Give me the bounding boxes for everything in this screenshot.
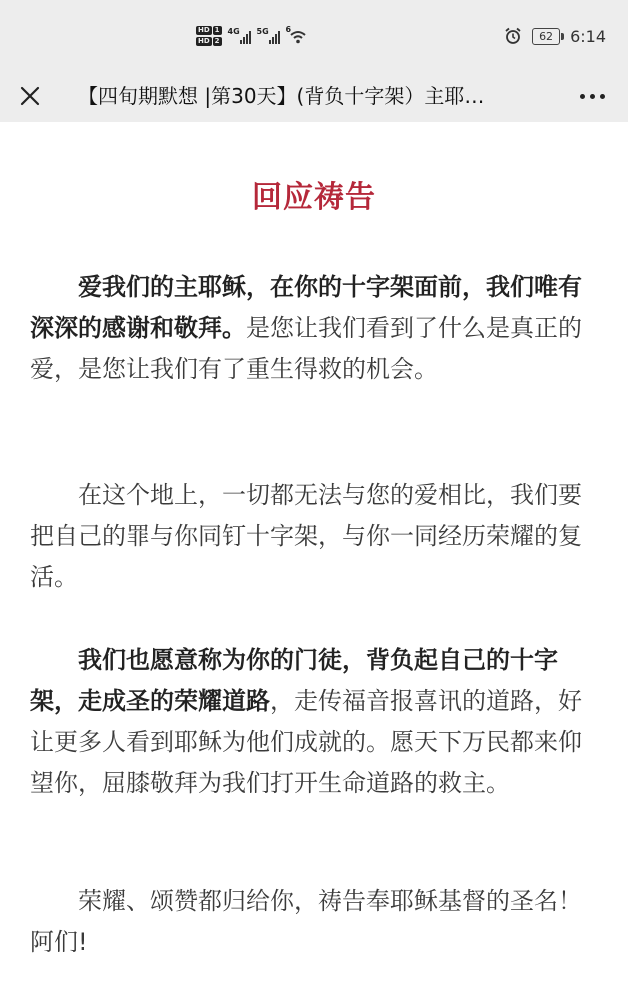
signal2-generation: 5G — [256, 27, 269, 36]
paragraph-4 — [30, 881, 600, 963]
more-icon — [580, 94, 585, 99]
paragraph-3 — [30, 640, 600, 804]
paragraph-2-text: 在这个地上，一切都无法与您的爱相比，我们要把自己的罪与你同钉十字架，与你一同经历荣耀的复活。 — [30, 481, 582, 591]
page-title: 【四旬期默想 |第30天】(背负十字架）主耶… — [78, 84, 485, 108]
sim1-badge — [196, 26, 222, 35]
signal-icon — [257, 28, 280, 44]
paragraph-4-text: 荣耀、颂赞都归给你，祷告奉耶稣基督的圣名！阿们! — [30, 887, 582, 956]
top-bar — [0, 0, 628, 122]
sim-indicators — [196, 26, 222, 46]
signal1-generation: 4G — [227, 27, 240, 36]
clock: 6:14 — [570, 26, 606, 46]
paragraph-3-bold: 我们也愿意称为你的门徒，背负起自己的十字架，走成圣的荣耀道路 — [30, 646, 558, 715]
sim2-number: 2 — [214, 37, 220, 45]
wifi-generation: 6 — [285, 25, 292, 34]
paragraph-3-text: ，走传福音报喜讯的道路，好让更多人看到耶稣为他们成就的。愿天下万民都来仰望你，屈膝敬拜为我们打开生命道路的救主。 — [30, 687, 582, 797]
paragraph-1-bold: 爱我们的主耶稣，在你的十字架面前，我们唯有深深的感谢和敬拜。 — [30, 273, 582, 342]
sim1-hd-label: HD — [198, 26, 210, 34]
nav-bar — [0, 70, 628, 122]
paragraph-2 — [30, 475, 600, 598]
more-icon — [590, 94, 595, 99]
sim2-hd-label: HD — [198, 37, 210, 45]
close-button[interactable] — [12, 78, 48, 114]
paragraph-1 — [30, 267, 600, 390]
signal-icon — [228, 28, 251, 44]
sim2-badge — [196, 37, 222, 46]
battery-level: 62 — [539, 29, 554, 43]
article-heading: 回应祷告 — [252, 180, 376, 215]
alarm-icon — [504, 27, 522, 45]
more-button[interactable] — [572, 78, 612, 114]
wifi-icon — [286, 27, 308, 45]
more-icon — [600, 94, 605, 99]
article-body[interactable] — [0, 122, 628, 1000]
paragraph-1-text: 是您让我们看到了什么是真正的爱，是您让我们有了重生得救的机会。 — [30, 314, 582, 383]
system-status — [504, 22, 606, 50]
network-status — [196, 18, 308, 54]
close-icon — [19, 85, 41, 107]
battery-icon — [532, 28, 560, 45]
sim1-number: 1 — [214, 26, 220, 34]
status-bar — [0, 0, 628, 70]
